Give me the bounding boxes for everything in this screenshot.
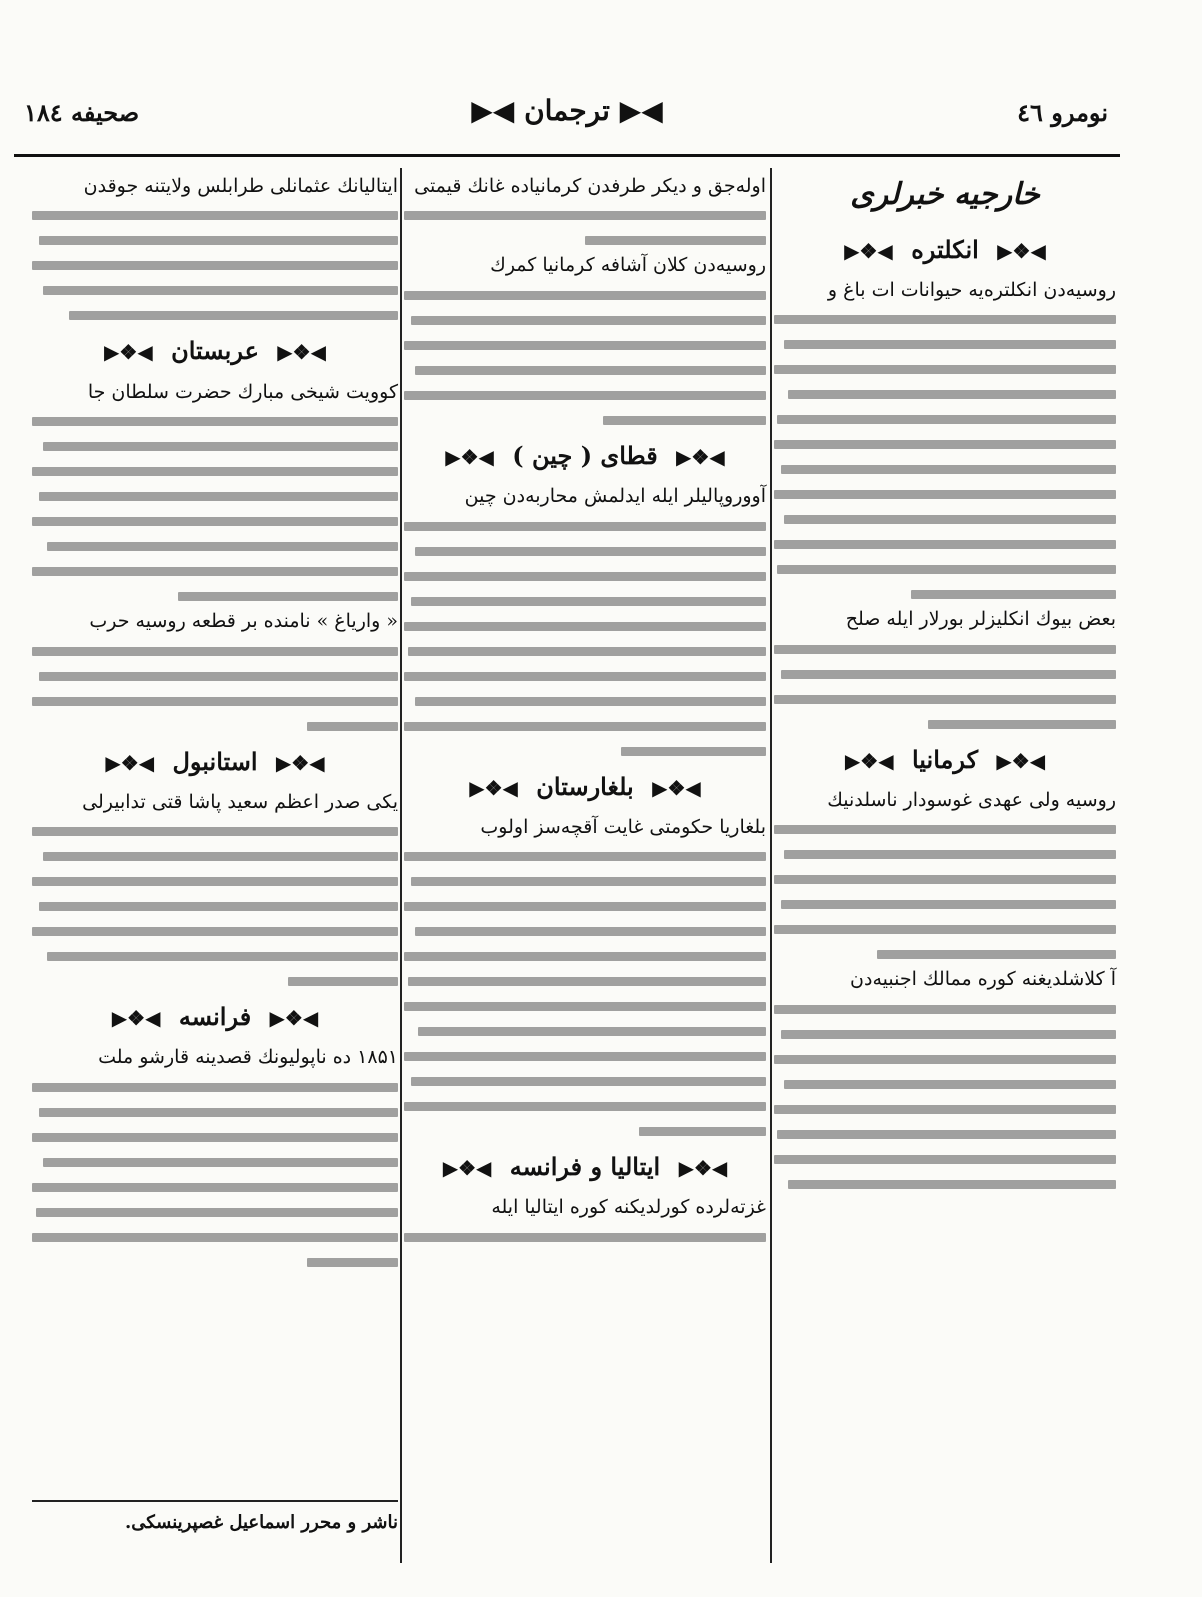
paragraph: یکی صدر اعظم سعید پاشا قتی تدابیرلی xyxy=(32,788,398,986)
text-lines xyxy=(32,827,398,986)
ornament-icon: ◀❖▶ xyxy=(111,1006,161,1031)
paragraph: آووروپالیلر ایله ایدلمش محاربه‌دن چین xyxy=(404,482,766,755)
paragraph: کوویت شیخی مبارك حضرت سلطان جا xyxy=(32,378,398,601)
heading-france: ◀❖▶ فرانسه ◀❖▶ xyxy=(32,998,398,1035)
section-title: خارجیه خبرلری xyxy=(850,177,1040,212)
paragraph: ایتالیانك عثمانلی طرابلس ولایتنه جوقدن xyxy=(32,172,398,320)
paragraph: روسیه‌دن انکلتره‌یه حیوانات ات باغ و xyxy=(774,276,1116,599)
ornament-icon: ◀❖▶ xyxy=(844,748,894,773)
paragraph: بعض بیوك انکلیزلر بورلار ایله صلح xyxy=(774,605,1116,728)
paragraph: روسیه‌دن کلان آشافه کرمانیا کمرك xyxy=(404,251,766,424)
text-lines xyxy=(774,315,1116,599)
text-lines xyxy=(774,825,1116,959)
masthead-rule xyxy=(14,154,1120,157)
text-lines xyxy=(32,1083,398,1267)
ornament-icon: ◀❖▶ xyxy=(996,748,1046,773)
left-ornament-icon: ◀▶ xyxy=(619,94,663,127)
paragraph: ۱۸۵۱ ده ناپولیونك قصدینه قارشو ملت xyxy=(32,1043,398,1266)
heading-italy-france: ◀❖▶ ایتالیا و فرانسه ◀❖▶ xyxy=(404,1148,766,1185)
editor-footer: ناشر و محرر اسماعیل غصپرینسکی. xyxy=(124,1512,398,1533)
heading-china: ◀❖▶ قطای ( چین ) ◀❖▶ xyxy=(404,437,766,474)
column-right xyxy=(774,168,1116,1195)
text-lines xyxy=(32,647,398,731)
heading-istanbul: ◀❖▶ استانبول ◀❖▶ xyxy=(32,743,398,780)
ornament-icon: ◀❖▶ xyxy=(269,1006,319,1031)
heading-england: ◀❖▶ انکلتره ◀❖▶ xyxy=(774,231,1116,268)
ornament-icon: ◀❖▶ xyxy=(277,340,326,365)
text-lines xyxy=(32,417,398,601)
text-lines xyxy=(32,211,398,320)
page-number-label: صحیفه ۱۸٤ xyxy=(24,98,140,127)
ornament-icon: ◀❖▶ xyxy=(104,340,153,365)
ornament-icon: ◀❖▶ xyxy=(469,775,518,800)
paragraph: آ کلاشلدیغنه کوره ممالك اجنبیه‌دن xyxy=(774,965,1116,1188)
text-lines xyxy=(404,852,766,1136)
paragraph: غزته‌لرده کورلدیکنه کوره ایتالیا ایله xyxy=(404,1193,766,1241)
text-lines xyxy=(404,211,766,245)
ornament-icon: ◀❖▶ xyxy=(442,1156,492,1181)
heading-bulgaria: ◀❖▶ بلغارستان ◀❖▶ xyxy=(404,768,766,805)
text-lines xyxy=(404,1233,766,1242)
footer-rule xyxy=(32,1500,398,1502)
heading-germany: ◀❖▶ کرمانیا ◀❖▶ xyxy=(774,741,1116,778)
text-lines xyxy=(774,1005,1116,1189)
text-lines xyxy=(404,522,766,756)
ornament-icon: ◀❖▶ xyxy=(997,238,1046,263)
newspaper-page xyxy=(14,40,1120,1585)
title-text: ترجمان xyxy=(524,94,610,127)
ornament-icon: ◀❖▶ xyxy=(445,444,494,469)
ornament-icon: ◀❖▶ xyxy=(105,750,155,775)
column-divider-right xyxy=(770,168,772,1563)
paragraph: اوله‌جق و دیکر طرفدن کرمانیاده غانك قیمتی xyxy=(404,172,766,245)
paragraph: « واریاغ » نامنده بر قطعه روسیه حرب xyxy=(32,607,398,730)
ornament-icon: ◀❖▶ xyxy=(676,444,725,469)
heading-arabia: ◀❖▶ عربستان ◀❖▶ xyxy=(32,332,398,369)
column-divider-left xyxy=(400,168,402,1563)
ornament-icon: ◀❖▶ xyxy=(275,750,325,775)
ornament-icon: ◀❖▶ xyxy=(678,1156,728,1181)
text-lines xyxy=(774,645,1116,729)
ornament-icon: ◀❖▶ xyxy=(844,238,893,263)
column-middle xyxy=(404,168,766,1248)
column-left xyxy=(32,168,398,1273)
paragraph: روسیه ولی عهدی غوسودار ناسلدنیك xyxy=(774,786,1116,959)
text-lines xyxy=(404,291,766,425)
masthead xyxy=(14,76,1120,150)
issue-number-label: نومرو ٤٦ xyxy=(1017,98,1108,127)
ornament-icon: ◀❖▶ xyxy=(652,775,701,800)
right-ornament-icon: ◀▶ xyxy=(471,94,515,127)
paragraph: بلغاریا حکومتی غایت آقچه‌سز اولوب xyxy=(404,813,766,1136)
newspaper-title xyxy=(14,94,1120,127)
